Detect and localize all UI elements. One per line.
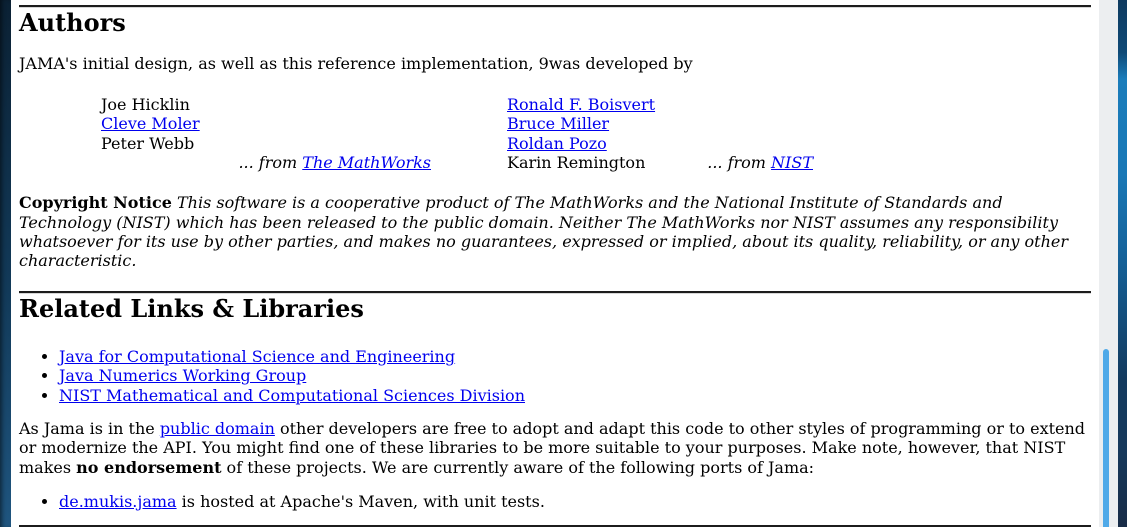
from-text: ... from [707,152,766,172]
list-item [59,492,1091,511]
author-name [507,134,813,153]
author-link-roldan-pozo[interactable]: Roldan Pozo [507,133,607,153]
author-link-cleve-moler[interactable]: Cleve Moler [101,114,200,134]
author-name-from-row [507,153,813,172]
author-name: Karin Remington [507,152,646,172]
list-item [59,386,1091,405]
desktop-background-left [0,0,11,527]
authors-heading: Authors [19,8,126,37]
link-nist-math-sciences-division[interactable]: NIST Mathematical and Computational Sciences Division [59,385,525,405]
author-name: Peter Webb [101,133,195,153]
authors-table [101,95,1091,172]
from-nist-line [707,153,813,172]
copyright-text: This software is a cooperative product of The MathWorks and the National Institute of Standards and Technology (NIST) which has been released to the public domain. Neither The MathWorks nor NIST assumes any responsibility whatsoever for its use by other parties, and makes no guarantees, expressed or implied, about its quality, reliability, or any other characteristic. [19,193,1069,271]
list-item [59,366,1091,385]
scrollbar-thumb[interactable] [1103,349,1109,527]
authors-column-nist [507,95,813,172]
desktop-background-right [1118,0,1127,527]
from-mathworks-line [101,153,431,172]
port-description: is hosted at Apache's Maven, with unit tests. [176,492,545,512]
authors-column-mathworks [101,95,431,172]
related-links-list [19,347,1091,405]
author-name [101,114,431,133]
copyright-paragraph [19,193,1091,270]
no-endorsement-text: no endorsement [76,457,222,477]
author-name [507,95,813,114]
copyright-label: Copyright Notice [19,193,172,213]
webpage-content [11,0,1099,527]
ports-text: of these projects. We are currently aware of the following ports of Jama: [221,457,815,477]
mathworks-link[interactable]: The MathWorks [302,152,431,172]
ports-list [19,492,1091,511]
list-item [59,347,1091,366]
scrollbar[interactable] [1099,0,1118,527]
nist-link[interactable]: NIST [771,152,813,172]
ports-text: As Jama is in the [19,419,160,439]
author-link-ronald-boisvert[interactable]: Ronald F. Boisvert [507,94,656,114]
link-java-numerics-working-group[interactable]: Java Numerics Working Group [59,366,307,386]
de-mukis-jama-link[interactable]: de.mukis.jama [59,492,177,512]
author-link-bruce-miller[interactable]: Bruce Miller [507,114,610,134]
link-java-computational-science[interactable]: Java for Computational Science and Engineering [59,347,456,367]
from-text: ... from [238,152,298,172]
ports-paragraph [19,419,1091,477]
author-name: Joe Hicklin [101,94,190,114]
authors-intro: JAMA's initial design, as well as this reference implementation, 9was developed by [19,53,693,73]
public-domain-link[interactable]: public domain [159,419,275,439]
author-name [507,114,813,133]
section-divider-top [19,5,1091,8]
ports-text: other developers are free to adopt and adapt this code to other styles of programming or to extend or modernize the API. You might find one of these libraries to be more suitable to your purposes. Make note, however, that NIST makes [19,419,1086,477]
related-links-heading: Related Links & Libraries [19,293,364,323]
